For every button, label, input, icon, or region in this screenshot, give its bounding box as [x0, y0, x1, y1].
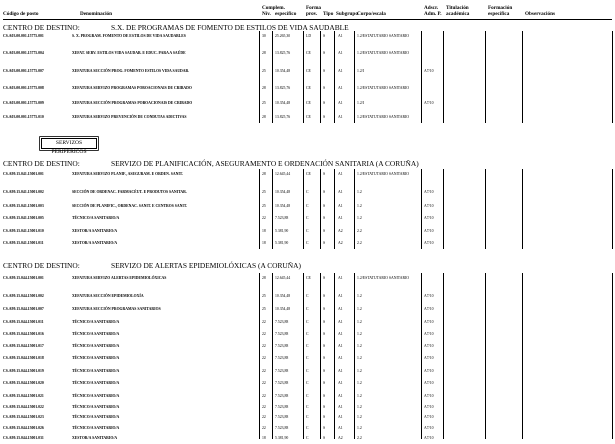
cell-tipo: S [323, 415, 326, 419]
cell-adscr: A7/10 [424, 415, 434, 419]
section-name: SERVIZO DE PLANIFICACIÓN, ASEGURAMENTO E ORDENACIÓN SANITARIA (A CORUÑA) [111, 159, 419, 168]
cell-nivel: 25 [262, 294, 266, 298]
cell-subgrupo: A1 [338, 34, 343, 38]
col-observacions: Observacións [525, 11, 555, 17]
col-forma-1: Forma [306, 5, 321, 11]
cell-tipo: S [323, 216, 326, 220]
cell-adscr: A7/10 [424, 394, 434, 398]
cell-nivel: 22 [262, 216, 266, 220]
cell-complem: 13.825,76 [275, 86, 291, 90]
column-rule [421, 31, 422, 123]
cell-forma: CE [306, 101, 311, 105]
col-complem-2: específico [275, 11, 297, 17]
cell-subgrupo: A1 [338, 172, 343, 176]
cell-denom: XESTOR/A SANITARIO/A [72, 241, 118, 245]
cell-corpo: 1.2 [357, 216, 362, 220]
cell-corpo: 1.2 [357, 344, 362, 348]
column-rule [443, 273, 444, 439]
cell-tipo: S [323, 190, 326, 194]
cell-complem: 7.523,88 [275, 356, 289, 360]
cell-corpo: 2.2 [357, 436, 362, 440]
cell-corpo: 1.2/I [357, 101, 365, 105]
cell-subgrupo: A1 [338, 101, 343, 105]
cell-code: CS.A99.15.044.15001.031 [3, 436, 44, 440]
cell-code: CS.A03.00.001.15775.007 [3, 69, 44, 73]
cell-denom: TÉCNICO/A SANITARIO/A [72, 394, 120, 398]
cell-code: CS.A99.15.041.15001.001 [3, 172, 44, 176]
cell-tipo: S [323, 381, 326, 385]
cell-code: CS.A03.00.001.15775.004 [3, 51, 44, 55]
cell-adscr: A7/10 [424, 216, 434, 220]
column-rule [259, 31, 260, 123]
cell-tipo: S [323, 51, 326, 55]
cell-tipo: S [323, 426, 326, 430]
cell-nivel: 25 [262, 190, 266, 194]
cell-denom: S. X. PROGRAM. FOMENTO DE ESTILOS DE VIDA SAUDABLES [72, 34, 186, 38]
cell-forma: C [306, 216, 309, 220]
col-nivel: Nív. [262, 11, 271, 17]
cell-nivel: 25 [262, 69, 266, 73]
cell-denom: XEFATURA SECCIÓN PROG. FOMENTO ESTILOS VIDA SAUDAB. [72, 69, 190, 73]
cell-nivel: 22 [262, 415, 266, 419]
cell-complem: 5.381,90 [275, 436, 289, 440]
cell-denom: TÉCNICO/A SANITARIO/A [72, 381, 120, 385]
cell-nivel: 28 [262, 86, 266, 90]
cell-denom: TÉCNICO/A SANITARIO/A [72, 426, 120, 430]
cell-nivel: 22 [262, 381, 266, 385]
cell-forma: C [306, 204, 309, 208]
cell-denom: TÉCNICO/A SANITARIO/A [72, 344, 120, 348]
cell-corpo: 1.2 [357, 426, 362, 430]
cell-code: CS.A99.15.044.15001.002 [3, 294, 44, 298]
cell-forma: C [306, 381, 309, 385]
cell-complem: 12.645,44 [275, 276, 291, 280]
cell-corpo: 1.2 [357, 394, 362, 398]
cell-tipo: S [323, 356, 326, 360]
column-rule [320, 273, 321, 439]
cell-nivel: 22 [262, 356, 266, 360]
cell-corpo: 1.2/ESTATUTARIO SANITARIO [357, 34, 410, 38]
column-rule [259, 169, 260, 249]
cell-code: CS.A99.15.041.15001.003 [3, 204, 44, 208]
cell-forma: C [306, 369, 309, 373]
cell-complem: 7.523,88 [275, 320, 289, 324]
cell-adscr: A7/10 [424, 436, 434, 440]
cell-forma: CE [306, 86, 311, 90]
cell-subgrupo: A1 [338, 86, 343, 90]
cell-corpo: 1.2 [357, 204, 362, 208]
cell-code: CS.A99.15.041.15001.002 [3, 190, 44, 194]
cell-complem: 7.523,88 [275, 426, 289, 430]
cell-tipo: S [323, 369, 326, 373]
cell-tipo: S [323, 229, 326, 233]
cell-code: CS.A99.15.041.15001.010 [3, 229, 44, 233]
cell-forma: C [306, 394, 309, 398]
cell-subgrupo: A1 [338, 415, 343, 419]
column-rule [320, 169, 321, 249]
cell-code: CS.A99.15.044.15001.007 [3, 307, 44, 311]
cell-adscr: A7/10 [424, 426, 434, 430]
cell-adscr: A7/10 [424, 229, 434, 233]
cell-nivel: 28 [262, 115, 266, 119]
cell-corpo: 1.2 [357, 369, 362, 373]
cell-corpo: 1.2 [357, 294, 362, 298]
cell-corpo: 1.2/ESTATUTARIO SANITARIO [357, 172, 410, 176]
cell-code: CS.A03.00.001.15775.001 [3, 34, 44, 38]
cell-tipo: S [323, 101, 326, 105]
col-adscr-1: Adscr. [424, 5, 439, 11]
col-forma-2: prov. [306, 11, 318, 17]
cell-code: CS.A99.15.044.15001.016 [3, 332, 44, 336]
cell-code: CS.A99.15.041.15001.011 [3, 241, 44, 245]
cell-code: CS.A99.15.044.15001.019 [3, 369, 44, 373]
cell-complem: 7.523,88 [275, 216, 289, 220]
cell-code: CS.A03.00.001.15775.008 [3, 86, 44, 90]
cell-corpo: 1.2 [357, 320, 362, 324]
cell-subgrupo: A1 [338, 369, 343, 373]
cell-forma: CE [306, 51, 311, 55]
cell-denom: XEFATURA SERVIZO PLANIF., ASEGURAM. E ORDEN. SANIT. [72, 172, 184, 176]
column-rule [320, 31, 321, 123]
cell-subgrupo: A2 [338, 241, 343, 245]
cell-tipo: S [323, 241, 326, 245]
cell-complem: 10.354,48 [275, 204, 291, 208]
cell-denom: XESTOR/A SANITARIO/A [72, 436, 118, 440]
cell-tipo: S [323, 69, 326, 73]
cell-denom: XEFATURA SECCIÓN EPIDEMIOLOXÍA [72, 294, 144, 298]
cell-tipo: S [323, 172, 326, 176]
cell-forma: C [306, 356, 309, 360]
cell-subgrupo: A1 [338, 115, 343, 119]
cell-nivel: 22 [262, 405, 266, 409]
col-codigo: Código de posto [3, 11, 39, 17]
cell-corpo: 1.2 [357, 332, 362, 336]
cell-adscr: A7/10 [424, 69, 434, 73]
cell-denom: SECCIÓN DE PLANIFIC., ORDENAC. SANIT. E CENTROS SANIT. [72, 204, 188, 208]
cell-forma: C [306, 344, 309, 348]
cell-forma: C [306, 332, 309, 336]
header-rule [3, 19, 612, 20]
cell-complem: 13.825,76 [275, 51, 291, 55]
cell-denom: TÉCNICO/A SANITARIO/A [72, 356, 120, 360]
cell-code: CS.A99.15.044.15001.017 [3, 344, 44, 348]
col-formacion-1: Formación [488, 5, 513, 11]
cell-corpo: 1.2 [357, 190, 362, 194]
cell-tipo: S [323, 115, 326, 119]
cell-nivel: 28 [262, 172, 266, 176]
column-rule [443, 31, 444, 123]
cell-forma: C [306, 229, 309, 233]
cell-adscr: A7/10 [424, 332, 434, 336]
cell-forma: CE [306, 172, 311, 176]
cell-denom: XEFATURA SERVIZO ALERTAS EPIDEMIOLÓXICAS [72, 276, 167, 280]
cell-adscr: A7/10 [424, 204, 434, 208]
cell-complem: 7.523,88 [275, 369, 289, 373]
cell-tipo: S [323, 332, 326, 336]
cell-forma: CE [306, 115, 311, 119]
cell-complem: 7.523,88 [275, 394, 289, 398]
cell-adscr: A7/10 [424, 369, 434, 373]
cell-denom: XEFATURA SERVIZO PROGRAMAS POBOACIONAIS DE CRIBADO [72, 86, 192, 90]
column-rule [612, 273, 613, 439]
cell-forma: C [306, 307, 309, 311]
cell-subgrupo: A1 [338, 69, 343, 73]
column-rule [334, 169, 335, 249]
column-rule [421, 169, 422, 249]
cell-adscr: A7/10 [424, 344, 434, 348]
col-adscr-2: Adm. P. [424, 11, 442, 17]
cell-nivel: 25 [262, 101, 266, 105]
cell-corpo: 1.2/ESTATUTARIO SANITARIO [357, 51, 410, 55]
cell-subgrupo: A1 [338, 276, 343, 280]
cell-complem: 10.354,48 [275, 294, 291, 298]
cell-complem: 12.645,44 [275, 172, 291, 176]
cell-subgrupo: A1 [338, 344, 343, 348]
section-label: CENTRO DE DESTINO: [3, 23, 80, 32]
cell-nivel: 28 [262, 276, 266, 280]
cell-forma: C [306, 294, 309, 298]
cell-forma: C [306, 426, 309, 430]
cell-tipo: S [323, 86, 326, 90]
column-rule [334, 31, 335, 123]
cell-complem: 7.523,88 [275, 405, 289, 409]
cell-corpo: 1.2 [357, 381, 362, 385]
cell-denom: XEFATURA SERVIZO PREVENCIÓN DE CONDUTAS ADICTIVAS [72, 115, 187, 119]
cell-corpo: 1.2/ESTATUTARIO SANITARIO [357, 86, 410, 90]
column-rule [485, 273, 486, 439]
cell-denom: XEFATURA SECCIÓN PROGRAMAS POBOACIONAIS DE CRIBADO [72, 101, 193, 105]
column-rule [334, 273, 335, 439]
cell-subgrupo: A1 [338, 294, 343, 298]
cell-adscr: A7/10 [424, 381, 434, 385]
cell-denom: TÉCNICO/A SANITARIO/A [72, 369, 120, 373]
column-rule [522, 169, 523, 249]
cell-subgrupo: A1 [338, 216, 343, 220]
cell-code: CS.A99.15.044.15001.020 [3, 381, 44, 385]
col-tipo: Tipo [323, 11, 334, 17]
cell-complem: 10.354,48 [275, 307, 291, 311]
cell-complem: 7.523,88 [275, 415, 289, 419]
cell-code: CS.A99.15.044.15001.021 [3, 394, 44, 398]
cell-nivel: 18 [262, 229, 266, 233]
cell-forma: CE [306, 276, 311, 280]
cell-corpo: 2.2 [357, 241, 362, 245]
cell-denom: XEFAT. SERV. ESTILOS VIDA SAUDAB. E EDUC. PARA A SAÚDE [72, 51, 186, 55]
cell-code: CS.A03.00.001.15775.009 [3, 101, 44, 105]
cell-nivel: 22 [262, 426, 266, 430]
cell-nivel: 25 [262, 204, 266, 208]
cell-code: CS.A99.15.044.15001.023 [3, 415, 44, 419]
cell-corpo: 1.2/ESTATUTARIO SANITARIO [357, 276, 410, 280]
cell-tipo: S [323, 344, 326, 348]
cell-adscr: A7/10 [424, 405, 434, 409]
cell-nivel: 22 [262, 320, 266, 324]
cell-nivel: 18 [262, 436, 266, 440]
cell-forma: C [306, 436, 309, 440]
cell-subgrupo: A1 [338, 307, 343, 311]
cell-adscr: A7/10 [424, 190, 434, 194]
column-rule [259, 273, 260, 439]
cell-tipo: S [323, 294, 326, 298]
col-formacion-2: específica [488, 11, 510, 17]
col-complem-1: Complem. [262, 5, 285, 11]
column-rule [612, 169, 613, 249]
column-rule [522, 273, 523, 439]
cell-complem: 7.523,88 [275, 344, 289, 348]
cell-tipo: S [323, 436, 326, 440]
cell-nivel: 22 [262, 332, 266, 336]
column-rule [354, 31, 355, 123]
cell-adscr: A7/10 [424, 294, 434, 298]
cell-adscr: A7/10 [424, 320, 434, 324]
cell-denom: TÉCNICO/A SANITARIO/A [72, 332, 120, 336]
cell-corpo: 1.2/I [357, 69, 365, 73]
cell-complem: 5.381,90 [275, 229, 289, 233]
column-rule [485, 31, 486, 123]
column-rule [303, 31, 304, 123]
column-rule [443, 169, 444, 249]
cell-nivel: 25 [262, 307, 266, 311]
column-rule [354, 273, 355, 439]
section-label: CENTRO DE DESTINO: [3, 159, 80, 168]
column-rule [272, 169, 273, 249]
cell-nivel: 22 [262, 369, 266, 373]
column-header [0, 0, 615, 19]
column-rule [485, 169, 486, 249]
cell-forma: C [306, 415, 309, 419]
section-label: CENTRO DE DESTINO: [3, 261, 80, 270]
cell-corpo: 1.2 [357, 307, 362, 311]
col-denominacion: Denominación [80, 11, 112, 17]
cell-denom: TÉCNICO/A SANITARIO/A [72, 216, 120, 220]
cell-denom: XESTOR/A SANITARIO/A [72, 229, 118, 233]
cell-denom: TÉCNICO/A SANITARIO/A [72, 320, 120, 324]
cell-code: CS.A99.15.044.15001.011 [3, 320, 44, 324]
cell-adscr: A7/10 [424, 356, 434, 360]
cell-adscr: A7/10 [424, 241, 434, 245]
column-rule [303, 169, 304, 249]
section-name: SERVIZO DE ALERTAS EPIDEMIOLÓXICAS (A CORUÑA) [111, 261, 301, 270]
cell-subgrupo: A1 [338, 320, 343, 324]
cell-complem: 5.381,90 [275, 241, 289, 245]
cell-code: CS.A99.15.044.15001.018 [3, 356, 44, 360]
column-rule [612, 31, 613, 123]
cell-forma: C [306, 241, 309, 245]
cell-tipo: S [323, 394, 326, 398]
cell-corpo: 1.2 [357, 415, 362, 419]
cell-forma: C [306, 320, 309, 324]
cell-corpo: 1.2 [357, 356, 362, 360]
cell-nivel: 22 [262, 344, 266, 348]
cell-code: CS.A99.15.044.15001.026 [3, 426, 44, 430]
cell-nivel: 28 [262, 51, 266, 55]
cell-subgrupo: A1 [338, 356, 343, 360]
cell-denom: SECCIÓN DE ORDENAC. FARMACÉUT. E PRODUTOS SANITAR. [72, 190, 187, 194]
column-rule [272, 31, 273, 123]
col-titulacion-1: Titulación [446, 5, 469, 11]
cell-complem: 10.354,48 [275, 101, 291, 105]
servizos-perifericos-button[interactable]: SERVIZOS PERIFÉRICOS [41, 138, 97, 149]
cell-subgrupo: A2 [338, 229, 343, 233]
cell-code: CS.A03.00.001.15775.010 [3, 115, 44, 119]
cell-corpo: 1.2 [357, 405, 362, 409]
cell-subgrupo: A1 [338, 426, 343, 430]
cell-subgrupo: A1 [338, 394, 343, 398]
cell-denom: TÉCNICO/A SANITARIO/A [72, 405, 120, 409]
cell-tipo: S [323, 204, 326, 208]
cell-tipo: S [323, 320, 326, 324]
cell-forma: LD [306, 34, 312, 38]
cell-tipo: S [323, 405, 326, 409]
cell-complem: 13.825,76 [275, 115, 291, 119]
cell-complem: 10.354,48 [275, 190, 291, 194]
cell-denom: XEFATURA SECCIÓN PROGRAMAS SANITARIOS [72, 307, 161, 311]
cell-subgrupo: A1 [338, 405, 343, 409]
cell-subgrupo: A1 [338, 332, 343, 336]
cell-subgrupo: A2 [338, 436, 343, 440]
column-rule [303, 273, 304, 439]
cell-complem: 10.354,48 [275, 69, 291, 73]
cell-forma: C [306, 190, 309, 194]
cell-nivel: 18 [262, 241, 266, 245]
col-corpo: Corpo/escala [357, 11, 386, 17]
section-name: S.X. DE PROGRAMAS DE FOMENTO DE ESTILOS DE VIDA SAUDABLE [111, 23, 349, 32]
cell-code: CS.A99.15.044.15001.001 [3, 276, 44, 280]
column-rule [354, 169, 355, 249]
cell-subgrupo: A1 [338, 190, 343, 194]
cell-code: CS.A99.15.044.15001.022 [3, 405, 44, 409]
cell-subgrupo: A1 [338, 51, 343, 55]
col-subgrupo: Subgrupo [336, 11, 358, 17]
cell-tipo: S [323, 276, 326, 280]
cell-adscr: A7/10 [424, 101, 434, 105]
column-rule [421, 273, 422, 439]
cell-nivel: 30 [262, 34, 266, 38]
cell-forma: CE [306, 69, 311, 73]
cell-adscr: A7/10 [424, 307, 434, 311]
cell-tipo: S [323, 307, 326, 311]
cell-tipo: S [323, 34, 326, 38]
cell-complem: 25.265,30 [275, 34, 291, 38]
cell-corpo: 1.2/ESTATUTARIO SANITARIO [357, 115, 410, 119]
cell-denom: TÉCNICO/A SANITARIO/A [72, 415, 120, 419]
column-rule [522, 31, 523, 123]
cell-forma: C [306, 405, 309, 409]
cell-subgrupo: A1 [338, 381, 343, 385]
cell-subgrupo: A1 [338, 204, 343, 208]
col-titulacion-2: académica [446, 11, 470, 17]
column-rule [272, 273, 273, 439]
cell-corpo: 2.2 [357, 229, 362, 233]
cell-nivel: 22 [262, 394, 266, 398]
cell-complem: 7.523,88 [275, 332, 289, 336]
cell-complem: 7.523,88 [275, 381, 289, 385]
cell-code: CS.A99.15.041.15001.005 [3, 216, 44, 220]
